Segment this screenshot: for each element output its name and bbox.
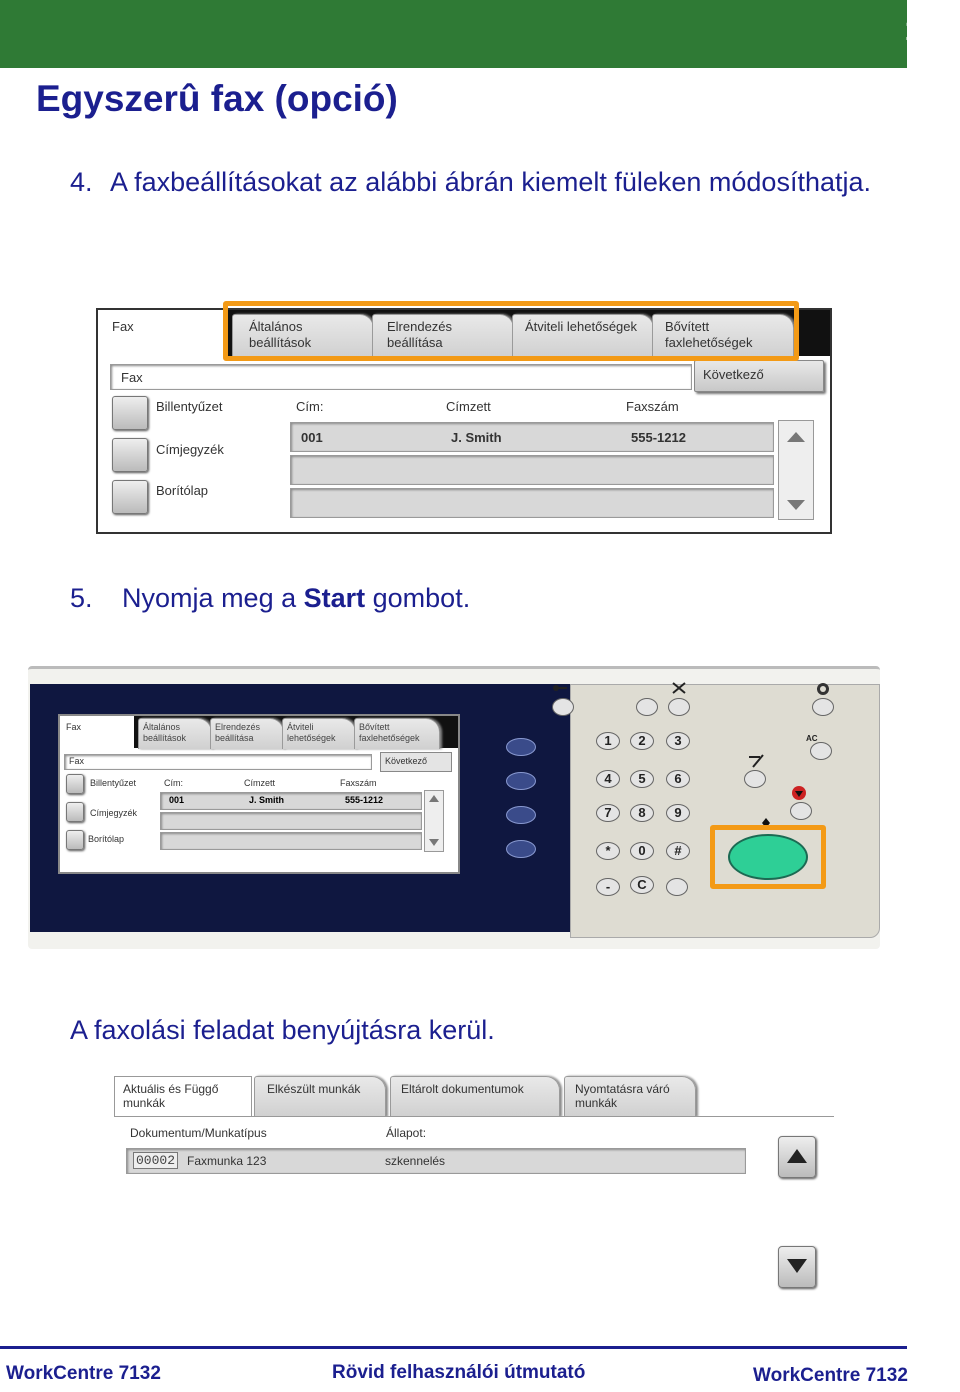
job-status-figure	[114, 1076, 834, 1294]
address-book-button[interactable]	[112, 438, 148, 472]
recipient-row-empty[interactable]	[290, 488, 774, 518]
mini-column-fax-number: Faxszám	[340, 778, 377, 788]
stop-icon	[792, 786, 806, 800]
power-save-icon	[816, 682, 830, 696]
job-row[interactable]	[126, 1148, 746, 1174]
job-tab-label: Elkészült munkák	[267, 1082, 361, 1096]
job-scroll-up-button[interactable]	[778, 1136, 816, 1178]
mini-address-book-button[interactable]	[66, 802, 84, 822]
fax-field[interactable]	[110, 364, 692, 390]
tab-label: beállítások	[249, 335, 312, 350]
mini-tab-layout[interactable]	[210, 718, 284, 749]
page-title: Egyszerû fax (opció)	[36, 78, 398, 119]
column-fax-number: Faxszám	[626, 399, 679, 414]
scroll-down-icon	[787, 1259, 807, 1273]
highlight-tabs	[223, 301, 799, 361]
mini-next-label: Következő	[385, 756, 428, 766]
step-5	[70, 583, 470, 614]
cover-page-button[interactable]	[112, 480, 148, 514]
mini-fax-tab[interactable]	[60, 716, 134, 748]
key-3[interactable]: 3	[666, 732, 690, 750]
step-5-text: Nyomja meg a	[122, 583, 304, 613]
mini-keyboard-label: Billentyűzet	[90, 778, 137, 788]
key-icon	[552, 682, 568, 694]
fax-tab-label: Fax	[112, 319, 134, 334]
mini-tab-label: Átviteli	[287, 722, 314, 732]
tab-label: Általános	[249, 319, 303, 334]
step-5-text-end: gombot.	[365, 583, 471, 613]
mini-next-button[interactable]	[380, 752, 452, 772]
step-5-bold: Start	[303, 583, 366, 613]
row-id: 001	[301, 430, 323, 445]
recipient-row[interactable]	[290, 422, 774, 452]
panel-side-button[interactable]	[506, 806, 536, 824]
control-panel-figure	[28, 666, 880, 946]
mini-column-recipient: Címzett	[244, 778, 276, 788]
job-column-document: Dokumentum/Munkatípus	[130, 1126, 267, 1140]
mini-scrollbar[interactable]	[424, 790, 444, 852]
panel-button[interactable]	[636, 698, 658, 716]
stop-button[interactable]	[790, 802, 812, 820]
panel-side-button[interactable]	[506, 772, 536, 790]
mini-tab-label: Elrendezés	[215, 722, 261, 732]
footer-left: WorkCentre 7132	[6, 1363, 161, 1384]
mini-cover-page-button[interactable]	[66, 830, 84, 850]
cover-page-label: Borítólap	[156, 483, 209, 498]
mini-row-number: 555-1212	[345, 795, 384, 805]
key-dash[interactable]: -	[596, 878, 620, 896]
mini-screen	[58, 714, 460, 874]
mini-recipient-row-empty[interactable]	[160, 832, 422, 850]
mini-tab-label: faxlehetőségek	[359, 733, 420, 743]
job-tab-print-waiting[interactable]	[564, 1076, 696, 1117]
footer-rule	[0, 1346, 907, 1349]
key-8[interactable]: 8	[630, 804, 654, 822]
key-star[interactable]: *	[596, 842, 620, 860]
key-7[interactable]: 7	[596, 804, 620, 822]
scrollbar[interactable]	[778, 420, 814, 520]
mini-fax-field-label: Fax	[69, 756, 85, 766]
clear-all-button[interactable]	[810, 742, 832, 760]
tab-label: Bővített	[665, 319, 710, 334]
column-address: Cím:	[296, 399, 324, 414]
key-5[interactable]: 5	[630, 770, 654, 788]
job-column-status: Állapot:	[386, 1126, 427, 1140]
cancel-job-icon	[748, 754, 764, 768]
key-9[interactable]: 9	[666, 804, 690, 822]
step-4-number: 4.	[70, 167, 93, 197]
job-tab-stored-documents[interactable]	[390, 1076, 560, 1117]
key-6[interactable]: 6	[666, 770, 690, 788]
mini-tab-transmission[interactable]	[282, 718, 356, 749]
job-tab-label: munkák	[123, 1096, 166, 1110]
job-tab-label: Nyomtatásra váró	[575, 1082, 670, 1096]
column-recipient: Címzett	[446, 399, 491, 414]
scroll-down-icon[interactable]	[787, 499, 805, 511]
row-number: 555-1212	[631, 430, 686, 445]
power-saver-button[interactable]	[812, 698, 834, 716]
mini-scroll-up-icon[interactable]	[429, 795, 439, 802]
cancel-job-button[interactable]	[744, 770, 766, 788]
mini-tab-label: Általános	[143, 722, 181, 732]
row-name: J. Smith	[451, 430, 502, 445]
mini-recipient-row-empty[interactable]	[160, 812, 422, 830]
key-hash[interactable]: #	[666, 842, 690, 860]
mini-fax-field[interactable]	[64, 754, 372, 770]
highlight-start	[710, 825, 826, 889]
key-4[interactable]: 4	[596, 770, 620, 788]
next-button-label: Következő	[703, 367, 764, 382]
tab-label: faxlehetőségek	[665, 335, 753, 350]
mini-tab-label: beállítása	[215, 733, 254, 743]
mini-keyboard-button[interactable]	[66, 774, 84, 794]
panel-side-button[interactable]	[506, 738, 536, 756]
job-tab-label: Aktuális és Függő	[123, 1082, 219, 1096]
mini-cover-page-label: Borítólap	[88, 834, 125, 844]
key-1[interactable]: 1	[596, 732, 620, 750]
tab-label: Átviteli lehetőségek	[525, 319, 638, 334]
key-2[interactable]: 2	[630, 732, 654, 750]
mini-tab-general[interactable]	[138, 718, 212, 749]
result-text: A faxolási feladat benyújtásra kerül.	[70, 1015, 495, 1045]
footer-right: WorkCentre 7132	[753, 1365, 908, 1386]
mini-tab-label: Bővített	[359, 722, 390, 732]
job-tab-current[interactable]	[114, 1076, 252, 1117]
key-0[interactable]: 0	[630, 842, 654, 860]
tab-label: Elrendezés	[387, 319, 453, 334]
key-clear[interactable]: C	[630, 876, 654, 894]
job-tab-label: Eltárolt dokumentumok	[401, 1082, 524, 1096]
mini-fax-tab-label: Fax	[66, 722, 82, 732]
mini-tab-label: lehetőségek	[287, 733, 336, 743]
job-scroll-down-button[interactable]	[778, 1246, 816, 1288]
mini-row-id: 001	[169, 795, 185, 805]
footer-center: Rövid felhasználói útmutató	[332, 1362, 586, 1383]
address-book-label: Címjegyzék	[156, 442, 224, 457]
mini-row-name: J. Smith	[249, 795, 285, 805]
mini-recipient-row[interactable]	[160, 792, 422, 810]
key-blank[interactable]	[666, 878, 688, 896]
scroll-up-icon	[787, 1149, 807, 1163]
interrupt-icon	[672, 682, 686, 694]
step-4	[70, 167, 871, 198]
recipient-row-empty[interactable]	[290, 455, 774, 485]
mini-column-address: Cím:	[164, 778, 183, 788]
mini-tab-label: beállítások	[143, 733, 187, 743]
fax-tab[interactable]	[98, 310, 228, 356]
job-tab-label: munkák	[575, 1096, 618, 1110]
keyboard-label: Billentyűzet	[156, 399, 223, 414]
mini-scroll-down-icon[interactable]	[429, 839, 439, 846]
step-5-number: 5.	[70, 583, 93, 613]
fax-field-label: Fax	[121, 370, 143, 385]
job-tab-completed[interactable]	[254, 1076, 386, 1117]
panel-side-button[interactable]	[506, 840, 536, 858]
job-body	[114, 1116, 834, 1295]
keyboard-button[interactable]	[112, 396, 148, 430]
step-4-text: A faxbeállításokat az alábbi ábrán kiemelt füleken módosíthatja.	[110, 167, 872, 197]
job-row-name: Faxmunka 123	[187, 1154, 267, 1168]
job-row-status: szkennelés	[385, 1154, 446, 1168]
interrupt-button[interactable]	[668, 698, 690, 716]
tab-label: beállítása	[387, 335, 443, 350]
page-number: 14	[904, 14, 938, 47]
header-bar	[0, 0, 907, 68]
access-button[interactable]	[552, 698, 574, 716]
ac-label: AC	[806, 734, 818, 743]
scroll-up-icon[interactable]	[787, 431, 805, 443]
mini-tab-extended[interactable]	[354, 718, 440, 749]
next-button[interactable]	[694, 360, 824, 392]
job-row-id: 00002	[133, 1152, 178, 1169]
mini-address-book-label: Címjegyzék	[90, 808, 138, 818]
